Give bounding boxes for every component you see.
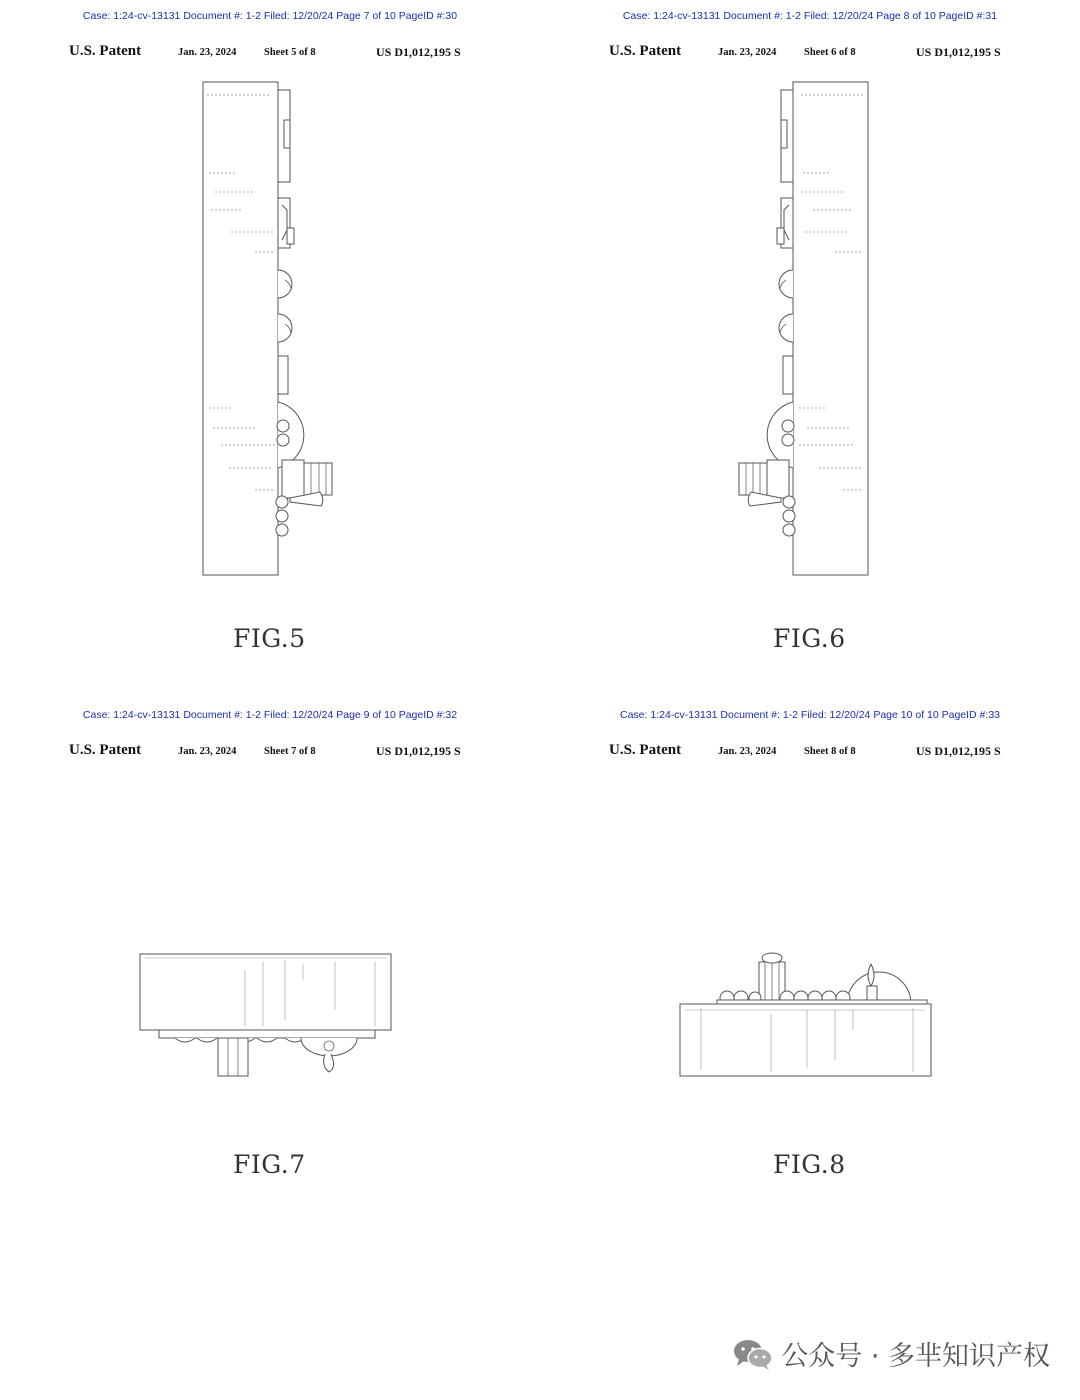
patent-sheet-fig8 xyxy=(540,700,1080,1400)
fig5-side-view-drawing xyxy=(195,80,345,580)
wechat-icon xyxy=(733,1337,773,1371)
figure-label: FIG.8 xyxy=(773,1150,846,1179)
patent-label: U.S. Patent xyxy=(609,742,682,758)
wechat-watermark xyxy=(733,1334,1050,1373)
figure-label: FIG.5 xyxy=(233,624,306,653)
patent-number: US D1,012,195 S xyxy=(916,45,1001,59)
figure-label: FIG.7 xyxy=(233,1150,306,1179)
patent-label: U.S. Patent xyxy=(69,43,142,59)
patent-date: Jan. 23, 2024 xyxy=(178,47,237,58)
sheet-number: Sheet 8 of 8 xyxy=(804,746,856,757)
fig7-bottom-view-drawing xyxy=(135,950,400,1080)
patent-label: U.S. Patent xyxy=(69,742,142,758)
patent-sheet-fig5 xyxy=(0,0,540,700)
fig8-top-view-drawing xyxy=(675,950,940,1080)
sheet-number: Sheet 6 of 8 xyxy=(804,47,856,58)
fig6-side-view-drawing xyxy=(735,80,885,580)
patent-number: US D1,012,195 S xyxy=(376,45,461,59)
sheet-number: Sheet 7 of 8 xyxy=(264,746,316,757)
sheet-number: Sheet 5 of 8 xyxy=(264,47,316,58)
patent-date: Jan. 23, 2024 xyxy=(718,746,777,757)
case-header-line: Case: 1:24-cv-13131 Document #: 1-2 Filed: 12/20/24 Page 8 of 10 PageID #:31 xyxy=(622,10,998,22)
patent-date: Jan. 23, 2024 xyxy=(718,47,777,58)
figure-label: FIG.6 xyxy=(773,624,846,653)
case-header-line: Case: 1:24-cv-13131 Document #: 1-2 Filed: 12/20/24 Page 9 of 10 PageID #:32 xyxy=(82,709,458,721)
watermark-text: 公众号 · 多芈知识产权 xyxy=(781,1341,1050,1372)
patent-number: US D1,012,195 S xyxy=(916,744,1001,758)
case-header-line: Case: 1:24-cv-13131 Document #: 1-2 Filed: 12/20/24 Page 10 of 10 PageID #:33 xyxy=(620,709,1000,721)
patent-sheet-fig7 xyxy=(0,700,540,1400)
patent-label: U.S. Patent xyxy=(609,43,682,59)
case-header-line: Case: 1:24-cv-13131 Document #: 1-2 Filed: 12/20/24 Page 7 of 10 PageID #:30 xyxy=(82,10,458,22)
patent-number: US D1,012,195 S xyxy=(376,744,461,758)
patent-sheet-fig6 xyxy=(540,0,1080,700)
patent-date: Jan. 23, 2024 xyxy=(178,746,237,757)
